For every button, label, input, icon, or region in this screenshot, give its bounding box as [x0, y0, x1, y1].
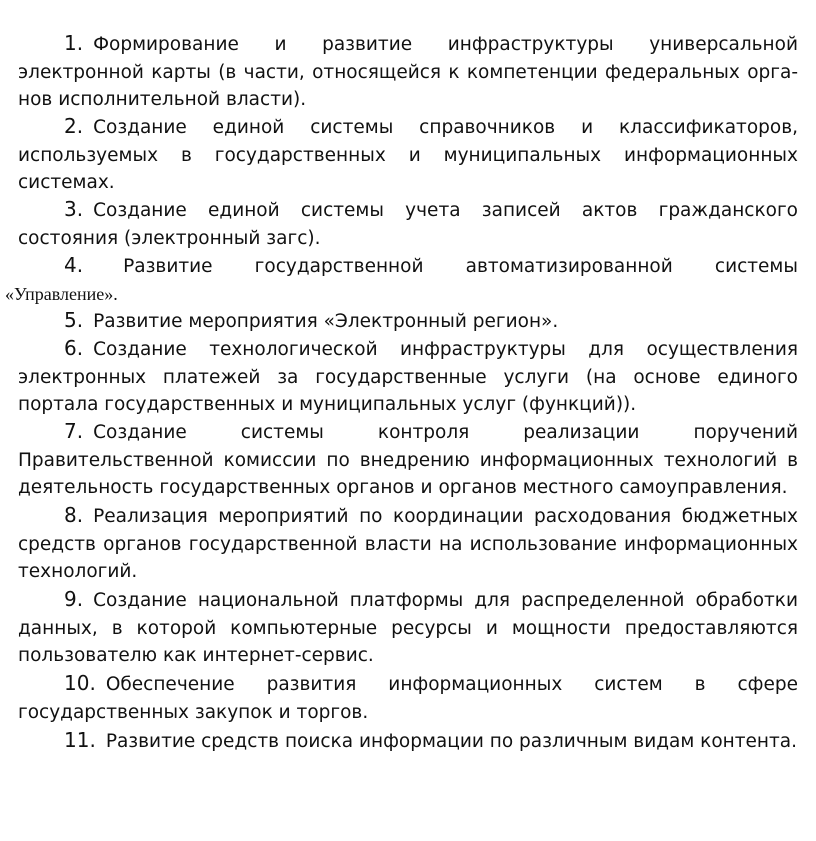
item-text: Создание технологической инфраструктуры для осуществления электронных платежей за государственные услуги (на основе единого портала государственных и муниципальных услуг (функций)). — [18, 339, 798, 415]
item-text: «Управление». — [5, 284, 118, 304]
list-item-6 — [18, 335, 798, 419]
list-item-8 — [18, 502, 798, 586]
item-text: Создание единой системы учета записей актов гражданского состояния (электронный загс). — [18, 200, 798, 249]
list-item-5 — [18, 307, 798, 336]
item-number: 2. — [64, 114, 84, 138]
item-number: 4. — [64, 253, 84, 277]
list-item-4-continuation — [5, 281, 785, 309]
list-item-11 — [18, 727, 798, 756]
item-text: Развитие мероприятия «Электронный регион». — [93, 311, 559, 332]
list-item-9 — [18, 586, 798, 670]
list-item-10 — [18, 670, 798, 726]
item-number: 8. — [64, 503, 84, 527]
item-text: Развитие средств поиска информации по различным видам контента. — [105, 731, 798, 752]
list-item-3 — [18, 196, 798, 252]
item-text: Формирование и развитие инфраструктуры универсальной электронной карты (в части, относящейся к компетенции федеральных орга- нов исполнительной власти). — [18, 34, 798, 110]
item-text: Создание единой системы справочников и классификаторов, используемых в государственных и муниципальных информационных системах. — [18, 117, 798, 193]
item-text: Реализация мероприятий по координации расходования бюджетных средств органов государственной власти на использование информационных технологий. — [18, 506, 798, 582]
list-item-2 — [18, 113, 798, 197]
item-number: 9. — [64, 587, 84, 611]
item-text: Создание системы контроля реализации поручений Правительственной комиссии по внедрению информационных технологий в деятельность государственных органов и органов местного самоуправления. — [18, 422, 798, 498]
item-text: Обеспечение развития информационных систем в сфере государственных закупок и торгов. — [18, 674, 798, 723]
item-text: Развитие государственной автоматизированной системы — [123, 256, 798, 277]
item-number: 1. — [64, 31, 84, 55]
item-number: 7. — [64, 419, 84, 443]
item-number: 3. — [64, 197, 84, 221]
item-number: 10. — [64, 671, 96, 695]
item-text: Создание национальной платформы для распределенной обработки данных, в которой компьютерные ресурсы и мощности предоставляются пользователю как интернет-сервис. — [18, 590, 798, 666]
item-number: 6. — [64, 336, 84, 360]
list-item-7 — [18, 418, 798, 502]
item-number: 11. — [64, 728, 96, 752]
list-item-4 — [18, 252, 798, 281]
item-number: 5. — [64, 308, 84, 332]
list-item-1 — [18, 30, 798, 114]
